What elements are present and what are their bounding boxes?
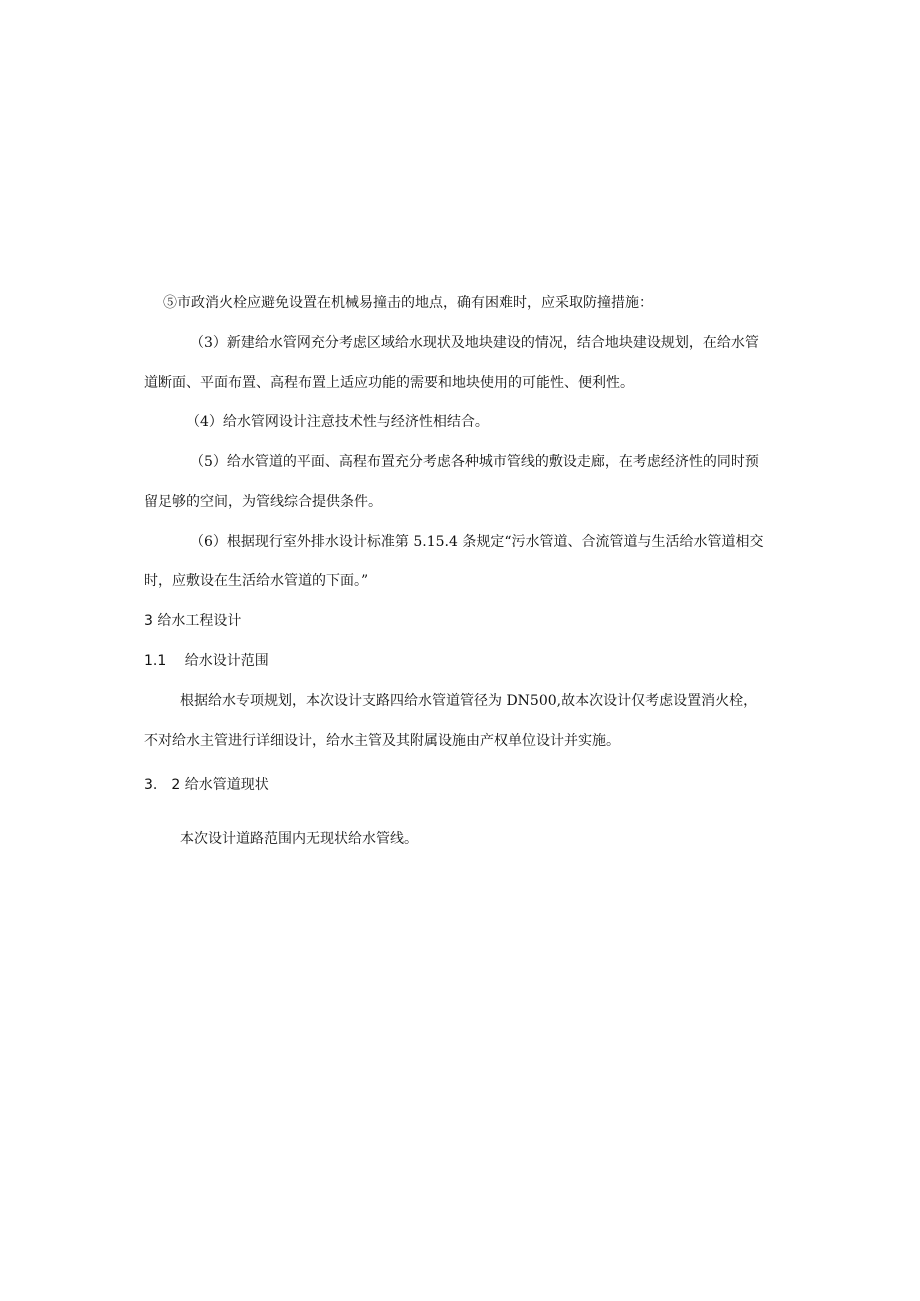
paragraph-6-line-1: （6）根据现行室外排水设计标准第 5.15.4 条规定“污水管道、合流管道与生活给水管道相交 [190, 534, 764, 550]
paragraph-6-line-2: 时，应敷设在生活给水管道的下面。” [144, 573, 369, 589]
paragraph-scope-line-2: 不对给水主管进行详细设计，给水主管及其附属设施由产权单位设计并实施。 [144, 733, 620, 749]
list-item-5: ⑤市政消火栓应避免设置在机械易撞击的地点，确有困难时，应采取防撞措施： [163, 295, 653, 311]
subsection-3-2-heading: 3. 2 给水管道现状 [144, 777, 269, 793]
paragraph-5-line-1: （5）给水管道的平面、高程布置充分考虑各种城市管线的敷设走廊，在考虑经济性的同时预 [190, 454, 759, 470]
paragraph-4: （4）给水管网设计注意技术性与经济性相结合。 [186, 414, 489, 430]
paragraph-status: 本次设计道路范围内无现状给水管线。 [180, 831, 418, 847]
section-3-heading: 3 给水工程设计 [144, 613, 242, 629]
paragraph-5-line-2: 留足够的空间，为管线综合提供条件。 [144, 494, 382, 510]
subsection-1-1-heading: 1.1 给水设计范围 [144, 653, 269, 669]
paragraph-3-line-1: （3）新建给水管网充分考虑区域给水现状及地块建设的情况，结合地块建设规划，在给水管 [190, 335, 759, 351]
paragraph-scope-line-1: 根据给水专项规划，本次设计支路四给水管道管径为 DN500,故本次设计仅考虑设置消火栓， [180, 693, 758, 709]
paragraph-3-line-2: 道断面、平面布置、高程布置上适应功能的需要和地块使用的可能性、便利性。 [144, 375, 634, 391]
